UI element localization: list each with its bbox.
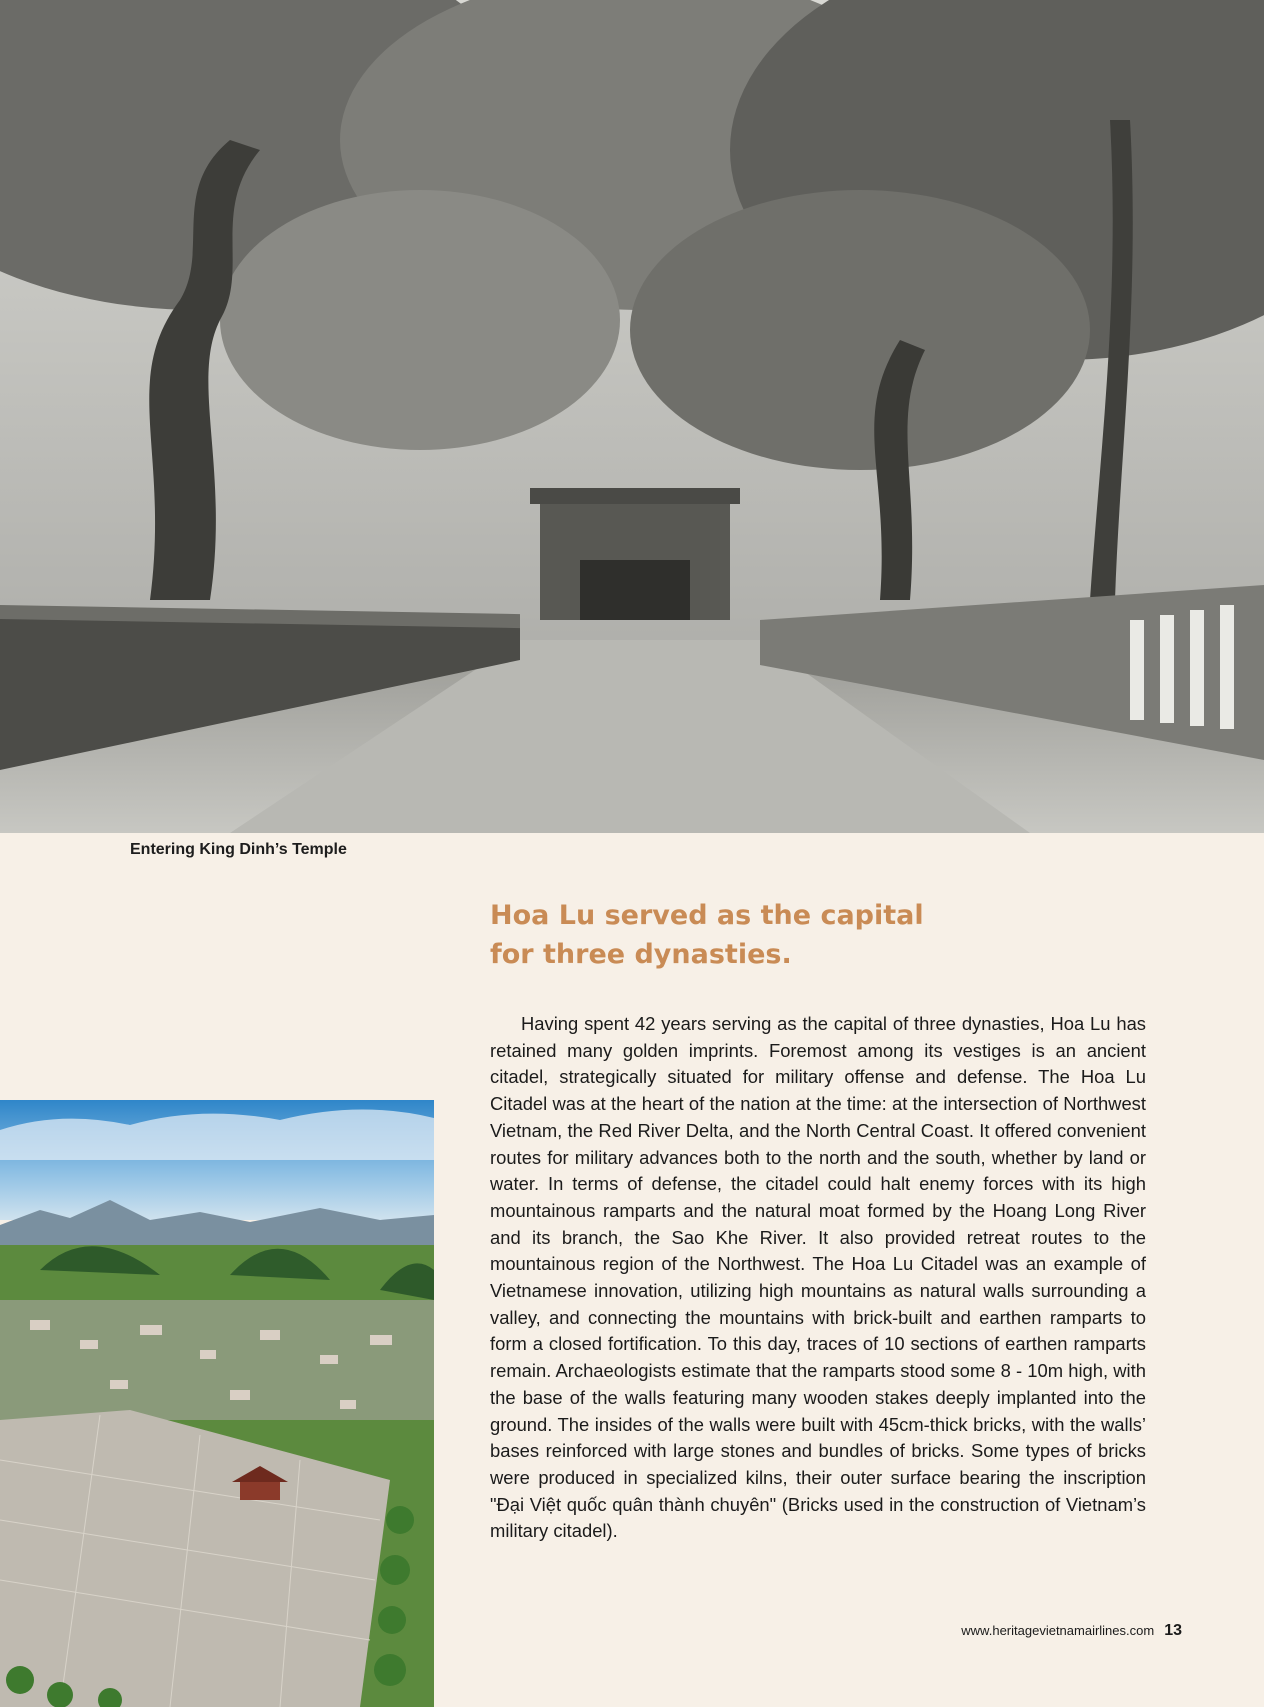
- photo-caption: Entering King Dinh’s Temple: [130, 841, 347, 858]
- temple-path-photo: [0, 0, 1264, 833]
- article-headline: [490, 896, 1050, 974]
- page-footer: [961, 1622, 1182, 1640]
- headline-line-2: for three dynasties.: [490, 939, 792, 970]
- aerial-citadel-photo: [0, 1100, 434, 1707]
- article-body: Having spent 42 years serving as the capital of three dynasties, Hoa Lu has retained many golden imprints. Foremost among its vestiges is an ancient citadel, strategically situated for military offense and defense. The Hoa Lu Citadel was at the heart of the nation at the time: at the intersection of Northwest Vietnam, the Red River Delta, and the North Central Coast. It offered convenient routes for military advances both to the north and the south, whether by land or water. In terms of defense, the citadel could halt enemy forces with its high mountainous ramparts and the natural moat formed by the Hoang Long River and its branch, the Sao Khe River. It also provided retreat routes to the mountainous region of the Northwest. The Hoa Lu Citadel was an example of Vietnamese innovation, utilizing high mountains as natural walls surrounding a valley, and connecting the mountains with brick-built and earthen ramparts to form a closed fortification. To this day, traces of 10 sections of earthen ramparts remain. Archaeologists estimate that the ramparts stood some 8 - 10m high, with the base of the walls featuring many wooden stakes deeply implanted into the ground. The insides of the walls were built with 45cm-thick bricks, with the walls’ bases reinforced with large stones and bundles of bricks. Some types of bricks were produced in specialized kilns, their outer surface bearing the inscription "Đại Việt quốc quân thành chuyên" (Bricks used in the construction of Vietnam’s military citadel).: [490, 1013, 1146, 1542]
- page-number: 13: [1164, 1622, 1182, 1639]
- temple-path-photo-illustration: [0, 0, 1264, 833]
- website-url[interactable]: www.heritagevietnamairlines.com: [961, 1623, 1155, 1638]
- aerial-citadel-photo-illustration: [0, 1100, 434, 1707]
- headline-line-1: Hoa Lu served as the capital: [490, 900, 924, 931]
